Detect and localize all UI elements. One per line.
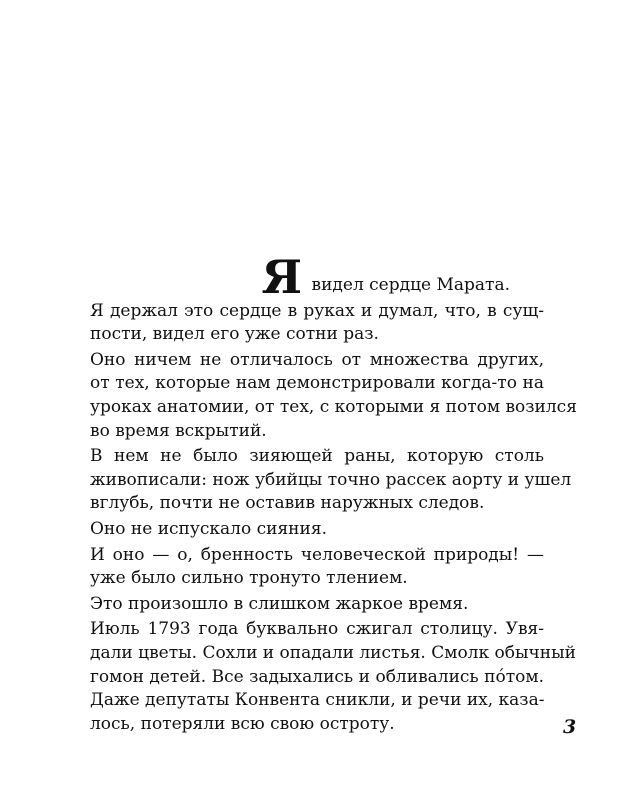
page-number: 3: [563, 716, 577, 738]
text-line: Я держал это сердце в руках и думал, что, в сущ-: [90, 300, 544, 321]
text-line: Июль 1793 года буквально сжигал столицу. Увя-: [90, 619, 544, 640]
text-line: уроках анатомии, от тех, с которыми я потом возился: [90, 396, 577, 417]
paragraph-7: [90, 618, 576, 736]
paragraph-6: [90, 593, 544, 617]
text-line: И оно — о, бренность человеческой природы! —: [90, 544, 544, 565]
text-line: живописали: нож убийцы точно рассек аорту и ушел: [90, 469, 572, 490]
text-line: Оно ничем не отличалось от множества других,: [90, 349, 544, 370]
opening-line: [90, 250, 544, 304]
text-line: В нем не было зияющей раны, которую столь: [90, 446, 544, 467]
text-line: Оно не испускало сияния.: [90, 518, 327, 539]
paragraph-1: [90, 300, 544, 347]
chapter-text: [90, 250, 577, 738]
text-line: гомон детей. Все задыхались и обливались пóтом.: [90, 666, 544, 687]
text-line: Даже депутаты Конвента сникли, и речи их, каза-: [90, 690, 545, 711]
text-line: Это произошло в слишком жаркое время.: [90, 593, 469, 614]
text-line: во время вскрытий.: [90, 420, 267, 441]
drop-cap: Я: [261, 250, 303, 304]
paragraph-4: [90, 518, 544, 542]
text-line: пости, видел его уже сотни раз.: [90, 324, 379, 345]
text-line: дали цветы. Сохли и опадали листья. Смолк обычный: [90, 642, 576, 663]
text-line: от тех, которые нам демонстрировали когда-то на: [90, 373, 544, 394]
text-line: лось, потеряли всю свою остроту.: [90, 713, 395, 734]
paragraph-2: [90, 349, 577, 443]
paragraph-5: [90, 544, 544, 591]
text-line: вглубь, почти не оставив наружных следов.: [90, 493, 485, 514]
text-line: уже было сильно тронуто тлением.: [90, 568, 408, 589]
opening-text: видел сердце Марата.: [306, 275, 510, 295]
paragraph-3: [90, 445, 572, 516]
